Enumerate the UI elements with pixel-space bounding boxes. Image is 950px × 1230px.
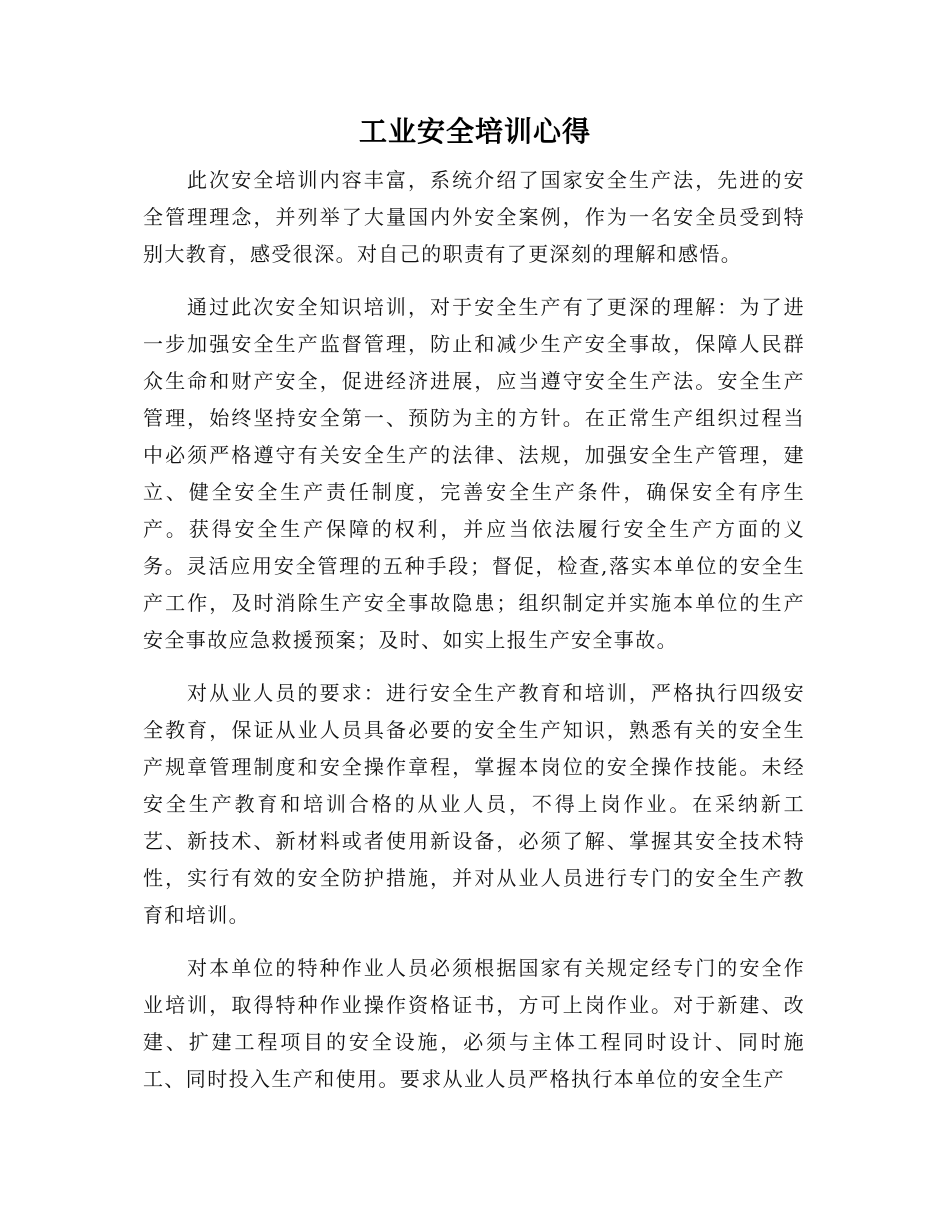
paragraph-2: 通过此次安全知识培训，对于安全生产有了更深的理解：为了进一步加强安全生产监督管理，防止和减少生产安全事故，保障人民群众生命和财产安全，促进经济进展，应当遵守安全生产法。安全生产管理，始终坚持安全第一、预防为主的方针。在正常生产组织过程当中必须严格遵守有关安全生产的法律、法规，加强安全生产管理，建立、健全安全生产责任制度，完善安全生产条件，确保安全有序生产。获得安全生产保障的权利，并应当依法履行安全生产方面的义务。灵活应用安全管理的五种手段；督促，检查,落实本单位的安全生产工作，及时消除生产安全事故隐患；组织制定并实施本单位的生产安全事故应急救援预案；及时、如实上报生产安全事故。 xyxy=(143,295,805,652)
paragraph-1: 此次安全培训内容丰富，系统介绍了国家安全生产法，先进的安全管理理念，并列举了大量国内外安全案例，作为一名安全员受到特别大教育，感受很深。对自己的职责有了更深刻的理解和感悟。 xyxy=(143,168,805,266)
document-title: 工业安全培训心得 xyxy=(358,115,591,148)
paragraph-3: 对从业人员的要求：进行安全生产教育和培训，严格执行四级安全教育，保证从业人员具备必要的安全生产知识，熟悉有关的安全生产规章管理制度和安全操作章程，掌握本岗位的安全操作技能。未经安全生产教育和培训合格的从业人员，不得上岗作业。在采纳新工艺、新技术、新材料或者使用新设备，必须了解、掌握其安全技术特性，实行有效的安全防护措施，并对从业人员进行专门的安全生产教育和培训。 xyxy=(143,681,805,927)
document-body xyxy=(143,162,805,1114)
paragraph-4: 对本单位的特种作业人员必须根据国家有关规定经专门的安全作业培训，取得特种作业操作资格证书，方可上岗作业。对于新建、改建、扩建工程项目的安全设施，必须与主体工程同时设计、同时施工、同时投入生产和使用。要求从业人员严格执行本单位的安全生产 xyxy=(143,956,805,1091)
